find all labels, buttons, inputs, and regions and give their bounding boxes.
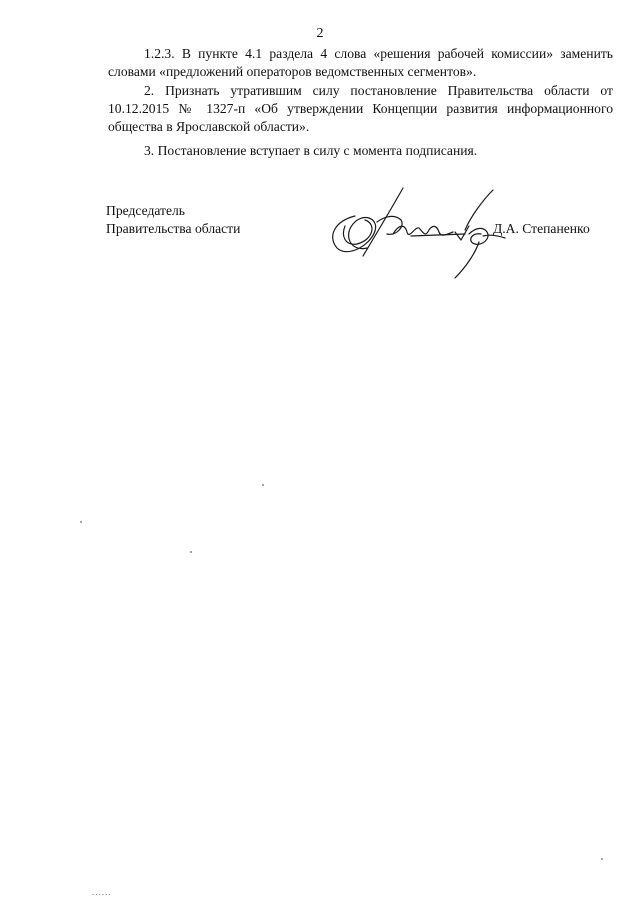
page-number: 2	[316, 26, 324, 41]
document-body	[108, 45, 613, 160]
scan-speck	[601, 858, 603, 860]
scan-speck	[262, 484, 264, 486]
paragraph-2: 2. Признать утратившим силу постановление Правительства области от 10.12.2015 № 1327-п «Об утверждении Концепции развития информационного общества в Ярославской области».	[108, 83, 613, 134]
signatory-name: Д.А. Степаненко	[493, 221, 590, 236]
paragraph-3: 3. Постановление вступает в силу с момента подписания.	[144, 143, 478, 158]
signatory-title-line2: Правительства области	[106, 221, 241, 236]
scan-speck	[190, 551, 192, 553]
footer-mark: ......	[92, 887, 112, 897]
paragraph-1-2-3: 1.2.3. В пункте 4.1 раздела 4 слова «решения рабочей комиссии» заменить словами «предложений операторов ведомственных сегментов».	[108, 46, 613, 79]
signatory-title-line1: Председатель	[106, 203, 185, 218]
signatory-title	[106, 202, 240, 238]
handwritten-signature-icon	[315, 176, 515, 286]
scan-speck	[80, 521, 82, 523]
